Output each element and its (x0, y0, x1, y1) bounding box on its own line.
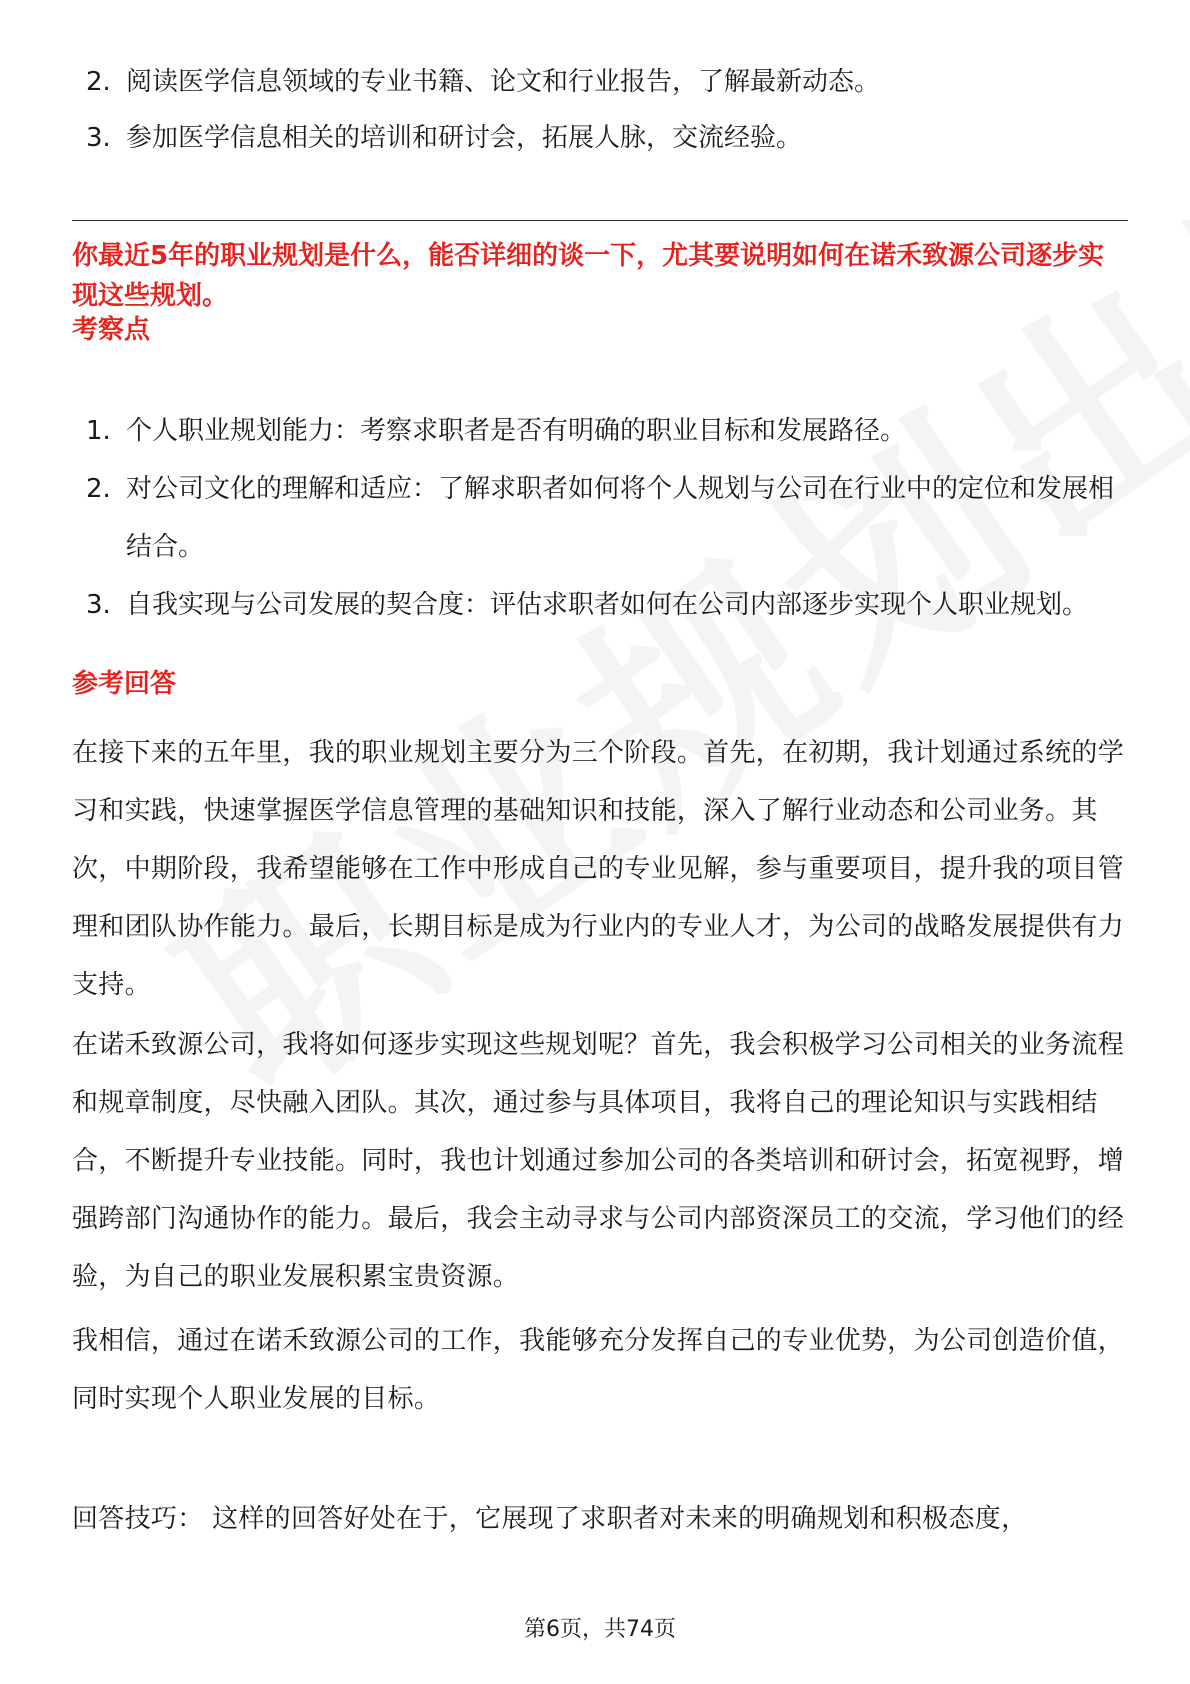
top-list (72, 54, 1128, 166)
list-item (72, 110, 1128, 166)
list-number: 1. (86, 416, 111, 446)
answer-label: 参考回答 (72, 669, 177, 699)
exam-points-label: 考察点 (72, 315, 151, 345)
list-item (72, 402, 1128, 460)
answer-paragraph: 在接下来的五年里，我的职业规划主要分为三个阶段。首先，在初期，我计划通过系统的学习和实践，快速掌握医学信息管理的基础知识和技能，深入了解行业动态和公司业务。其次，中期阶段，我希望能够在工作中形成自己的专业见解，参与重要项目，提升我的项目管理和团队协作能力。最后，长期目标是成为行业内的专业人才，为公司的战略发展提供有力支持。 (72, 738, 1125, 1000)
exam-points-list (72, 402, 1128, 634)
list-text: 个人职业规划能力：考察求职者是否有明确的职业目标和发展路径。 (126, 416, 907, 446)
list-number: 2. (86, 474, 111, 504)
page-footer: 第6页，共74页 (524, 1617, 676, 1642)
list-item (72, 576, 1128, 634)
answer-tips-paragraph: 回答技巧： 这样的回答好处在于，它展现了求职者对未来的明确规划和积极态度， (72, 1504, 1028, 1534)
answer-paragraph: 在诺禾致源公司，我将如何逐步实现这些规划呢？首先，我会积极学习公司相关的业务流程和规章制度，尽快融入团队。其次，通过参与具体项目，我将自己的理论知识与实践相结合，不断提升专业技能。同时，我也计划通过参加公司的各类培训和研讨会，拓宽视野，增强跨部门沟通协作的能力。最后，我会主动寻求与公司内部资深员工的交流，学习他们的经验，为自己的职业发展积累宝贵资源。 (72, 1030, 1125, 1292)
question-heading: 你最近5年的职业规划是什么，能否详细的谈一下，尤其要说明如何在诺禾致源公司逐步实现这些规划。 (72, 241, 1105, 311)
list-item (72, 460, 1128, 576)
section-divider (72, 220, 1128, 221)
list-text: 参加医学信息相关的培训和研讨会，拓展人脉，交流经验。 (126, 123, 803, 153)
document-page (72, 0, 1128, 1684)
list-number: 2. (86, 67, 111, 97)
list-number: 3. (86, 590, 111, 620)
list-number: 3. (86, 123, 111, 153)
list-text: 对公司文化的理解和适应：了解求职者如何将个人规划与公司在行业中的定位和发展相结合。 (126, 474, 1115, 562)
list-item (72, 54, 1128, 110)
list-text: 自我实现与公司发展的契合度：评估求职者如何在公司内部逐步实现个人职业规划。 (126, 590, 1089, 620)
answer-paragraph: 我相信，通过在诺禾致源公司的工作，我能够充分发挥自己的专业优势，为公司创造价值，同时实现个人职业发展的目标。 (72, 1326, 1125, 1414)
list-text: 阅读医学信息领域的专业书籍、论文和行业报告，了解最新动态。 (126, 67, 881, 97)
